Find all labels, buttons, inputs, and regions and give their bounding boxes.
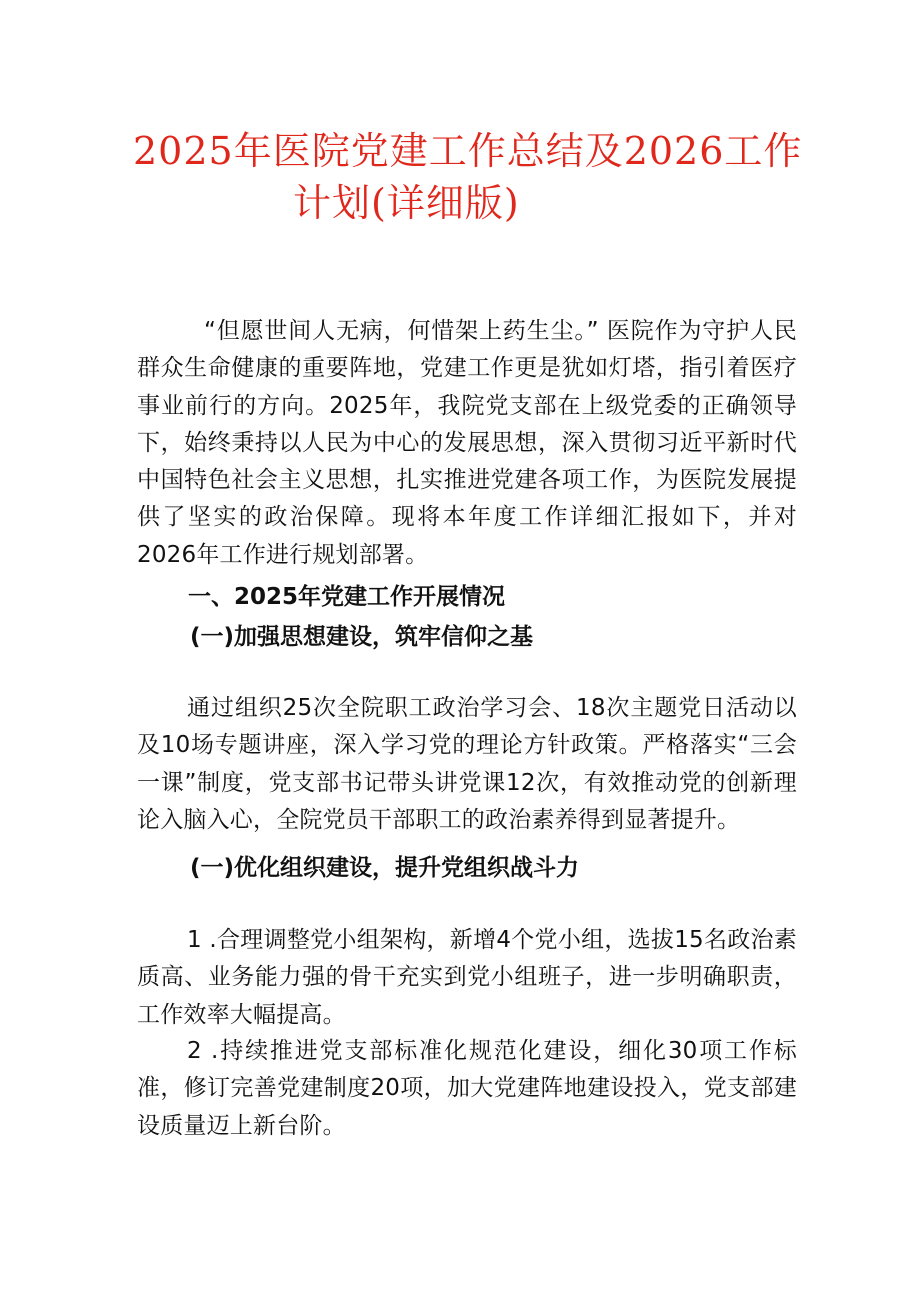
intro-paragraph: “但愿世间人无病，何惜架上药生尘。” 医院作为守护人民群众生命健康的重要阵地，党建工作更是犹如灯塔，指引着医疗事业前行的方向。2025年，我院党支部在上级党委的正确领导下，始终秉持以人民为中心的发展思想，深入贯彻习近平新时代中国特色社会主义思想，扎实推进党建各项工作，为医院发展提供了坚实的政治保障。现将本年度工作详细汇报如下，并对2026年工作进行规划部署。 — [137, 318, 797, 568]
subsection-heading-ideology: (一)加强思想建设，筑牢信仰之基 — [190, 624, 534, 650]
study-paragraph: 通过组织25次全院职工政治学习会、18次主题党日活动以及10场专题讲座，深入学习党的理论方针政策。严格落实“三会一课”制度，党支部书记带头讲党课12次，有效推动党的创新理论入脑入心，全院党员干部职工的政治素养得到显著提升。 — [137, 695, 797, 833]
document-title-line-1: 2025年医院党建工作总结及2026工作 — [133, 129, 803, 173]
document-title-line-2: 计划(详细版) — [293, 181, 520, 225]
list-item-1: 1 .合理调整党小组架构，新增4个党小组，选拔15名政治素质高、业务能力强的骨干充实到党小组班子，进一步明确职责，工作效率大幅提高。 — [137, 927, 797, 1028]
section-heading-2025-work: 一、2025年党建工作开展情况 — [188, 584, 506, 610]
subsection-heading-organization: (一)优化组织建设，提升党组织战斗力 — [190, 855, 580, 881]
list-item-2: 2 .持续推进党支部标准化规范化建设，细化30项工作标准，修订完善党建制度20项，加大党建阵地建设投入，党支部建设质量迈上新台阶。 — [137, 1038, 797, 1139]
